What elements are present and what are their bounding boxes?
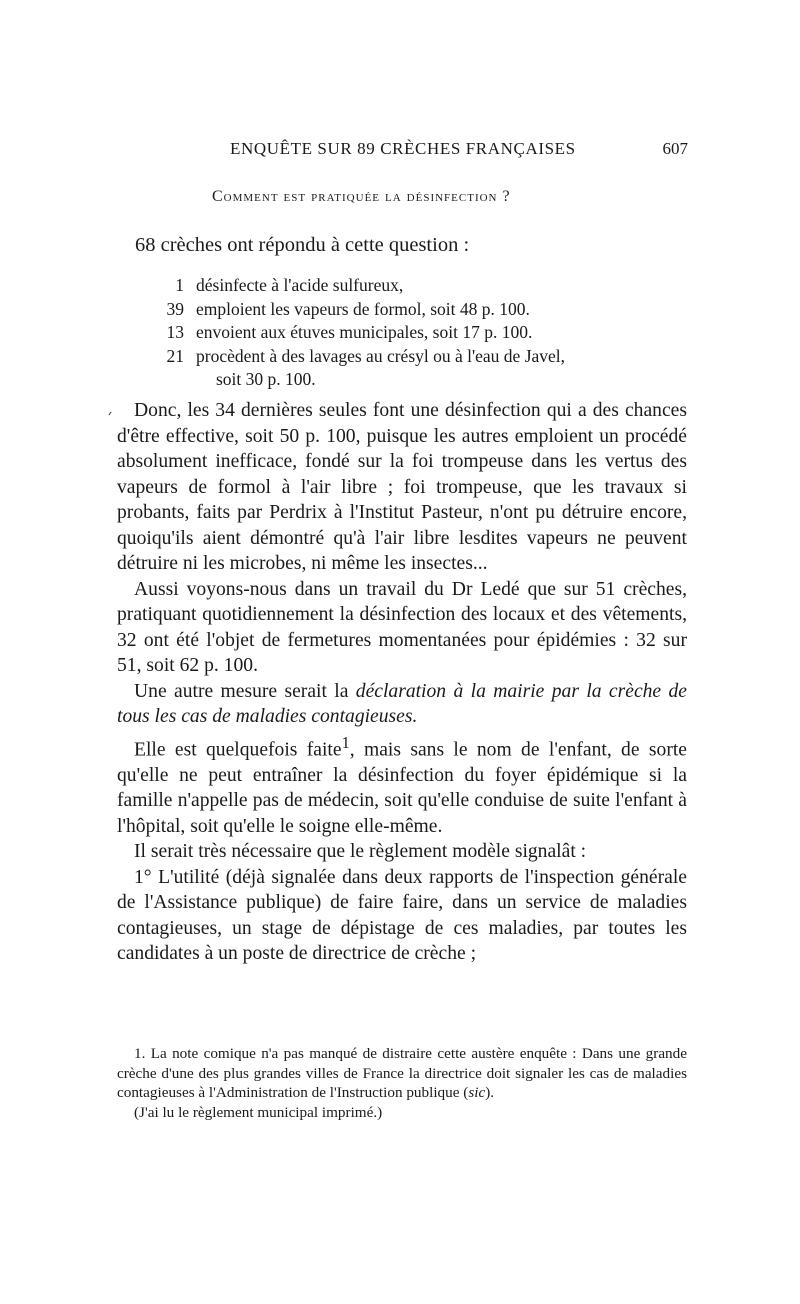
intro-sentence: 68 crèches ont répondu à cette question : (135, 234, 470, 256)
list-item (150, 321, 690, 345)
list-item-text: emploient les vapeurs de formol, soit 48 p. 100. (196, 298, 530, 319)
page-number: 607 (662, 139, 688, 158)
footnote-1-text-b: ). (485, 1084, 495, 1101)
list-item-count: 1 (175, 275, 184, 295)
survey-results-list (150, 274, 690, 392)
list-item (150, 345, 690, 392)
declaration-emphasis: déclaration à la mairie par la crèche de tous les cas de maladies contagieuses. (117, 680, 687, 727)
footnotes (117, 1044, 687, 1122)
body-text (117, 398, 687, 967)
footnote-1-text-a: 1. La note comique n'a pas manqué de distraire cette austère enquête : Dans une grande crèche d'une des plus grandes villes de France la directrice doit signaler les cas de maladies contagieuses à l'Administration de l'Instruction publique ( (117, 1045, 687, 1101)
running-header (118, 139, 688, 163)
paragraph-regulation: Il serait très nécessaire que le règlement modèle signalât : (134, 841, 587, 863)
paragraph-partial-a: Elle est quelquefois faite (134, 739, 342, 761)
list-item-text: envoient aux étuves municipales, soit 17 p. 100. (196, 322, 533, 342)
paragraph-declaration (117, 679, 687, 730)
list-item (150, 274, 690, 298)
list-item-count: 13 (166, 322, 184, 342)
list-item-count: 21 (166, 345, 184, 366)
paragraph-partial-declaration (117, 730, 687, 840)
footnote-1-sic: sic (468, 1084, 486, 1101)
list-item (150, 298, 690, 322)
list-item-continuation: soit 30 p. 100. (216, 369, 316, 389)
section-title: Comment est pratiquée la désinfection ? (212, 188, 511, 205)
list-item-count: 39 (166, 298, 184, 319)
list-item-text: désinfecte à l'acide sulfureux, (196, 275, 404, 295)
list-item-text: procèdent à des lavages au crésyl ou à l'eau de Javel, (196, 345, 566, 366)
paragraph-declaration-lead: Une autre mesure serait la (134, 680, 356, 702)
paragraph-partial-b: , mais sans le nom de l'enfant, de sorte qu'elle ne peut entraîner la désinfection du foyer épidémique si la famille n'appelle pas de médecin, soit qu'elle conduise de suite l'enfant à l'hôpital, soit qu'elle le soigne elle-même. (117, 739, 687, 837)
paragraph-point-one: 1° L'utilité (déjà signalée dans deux rapports de l'inspection générale de l'Assistance publique) de faire faire, dans un service de maladies contagieuses, un stage de dépistage de ces maladies, par toutes les candidates à un poste de directrice de crèche ; (117, 866, 687, 965)
footnote-ref: 1 (341, 732, 350, 752)
paragraph-lede-study: Aussi voyons-nous dans un travail du Dr Ledé que sur 51 crèches, pratiquant quotidiennement la désinfection des locaux et des vêtements, 32 ont été l'objet de fermetures momentanées pour épidémies : 32 sur 51, soit 62 p. 100. (117, 578, 687, 676)
footnote-1 (117, 1044, 687, 1103)
running-title: ENQUÊTE SUR 89 CRÈCHES FRANÇAISES (230, 139, 576, 158)
footnote-2: (J'ai lu le règlement municipal imprimé.) (134, 1103, 383, 1121)
paragraph-conclusion: Donc, les 34 dernières seules font une désinfection qui a des chances d'être effective, soit 50 p. 100, puisque les autres emploient un procédé absolument inefficace, fondé sur la foi trompeuse dans les vertus des vapeurs de formol à l'air libre ; foi trompeuse, que les travaux si probants, faits par Perdrix à l'Institut Pasteur, n'ont pu détruire encore, quoiqu'ils aient démontré qu'à l'air libre lesdites vapeurs ne peuvent détruire ni les microbes, ni même les insectes... (117, 398, 687, 577)
